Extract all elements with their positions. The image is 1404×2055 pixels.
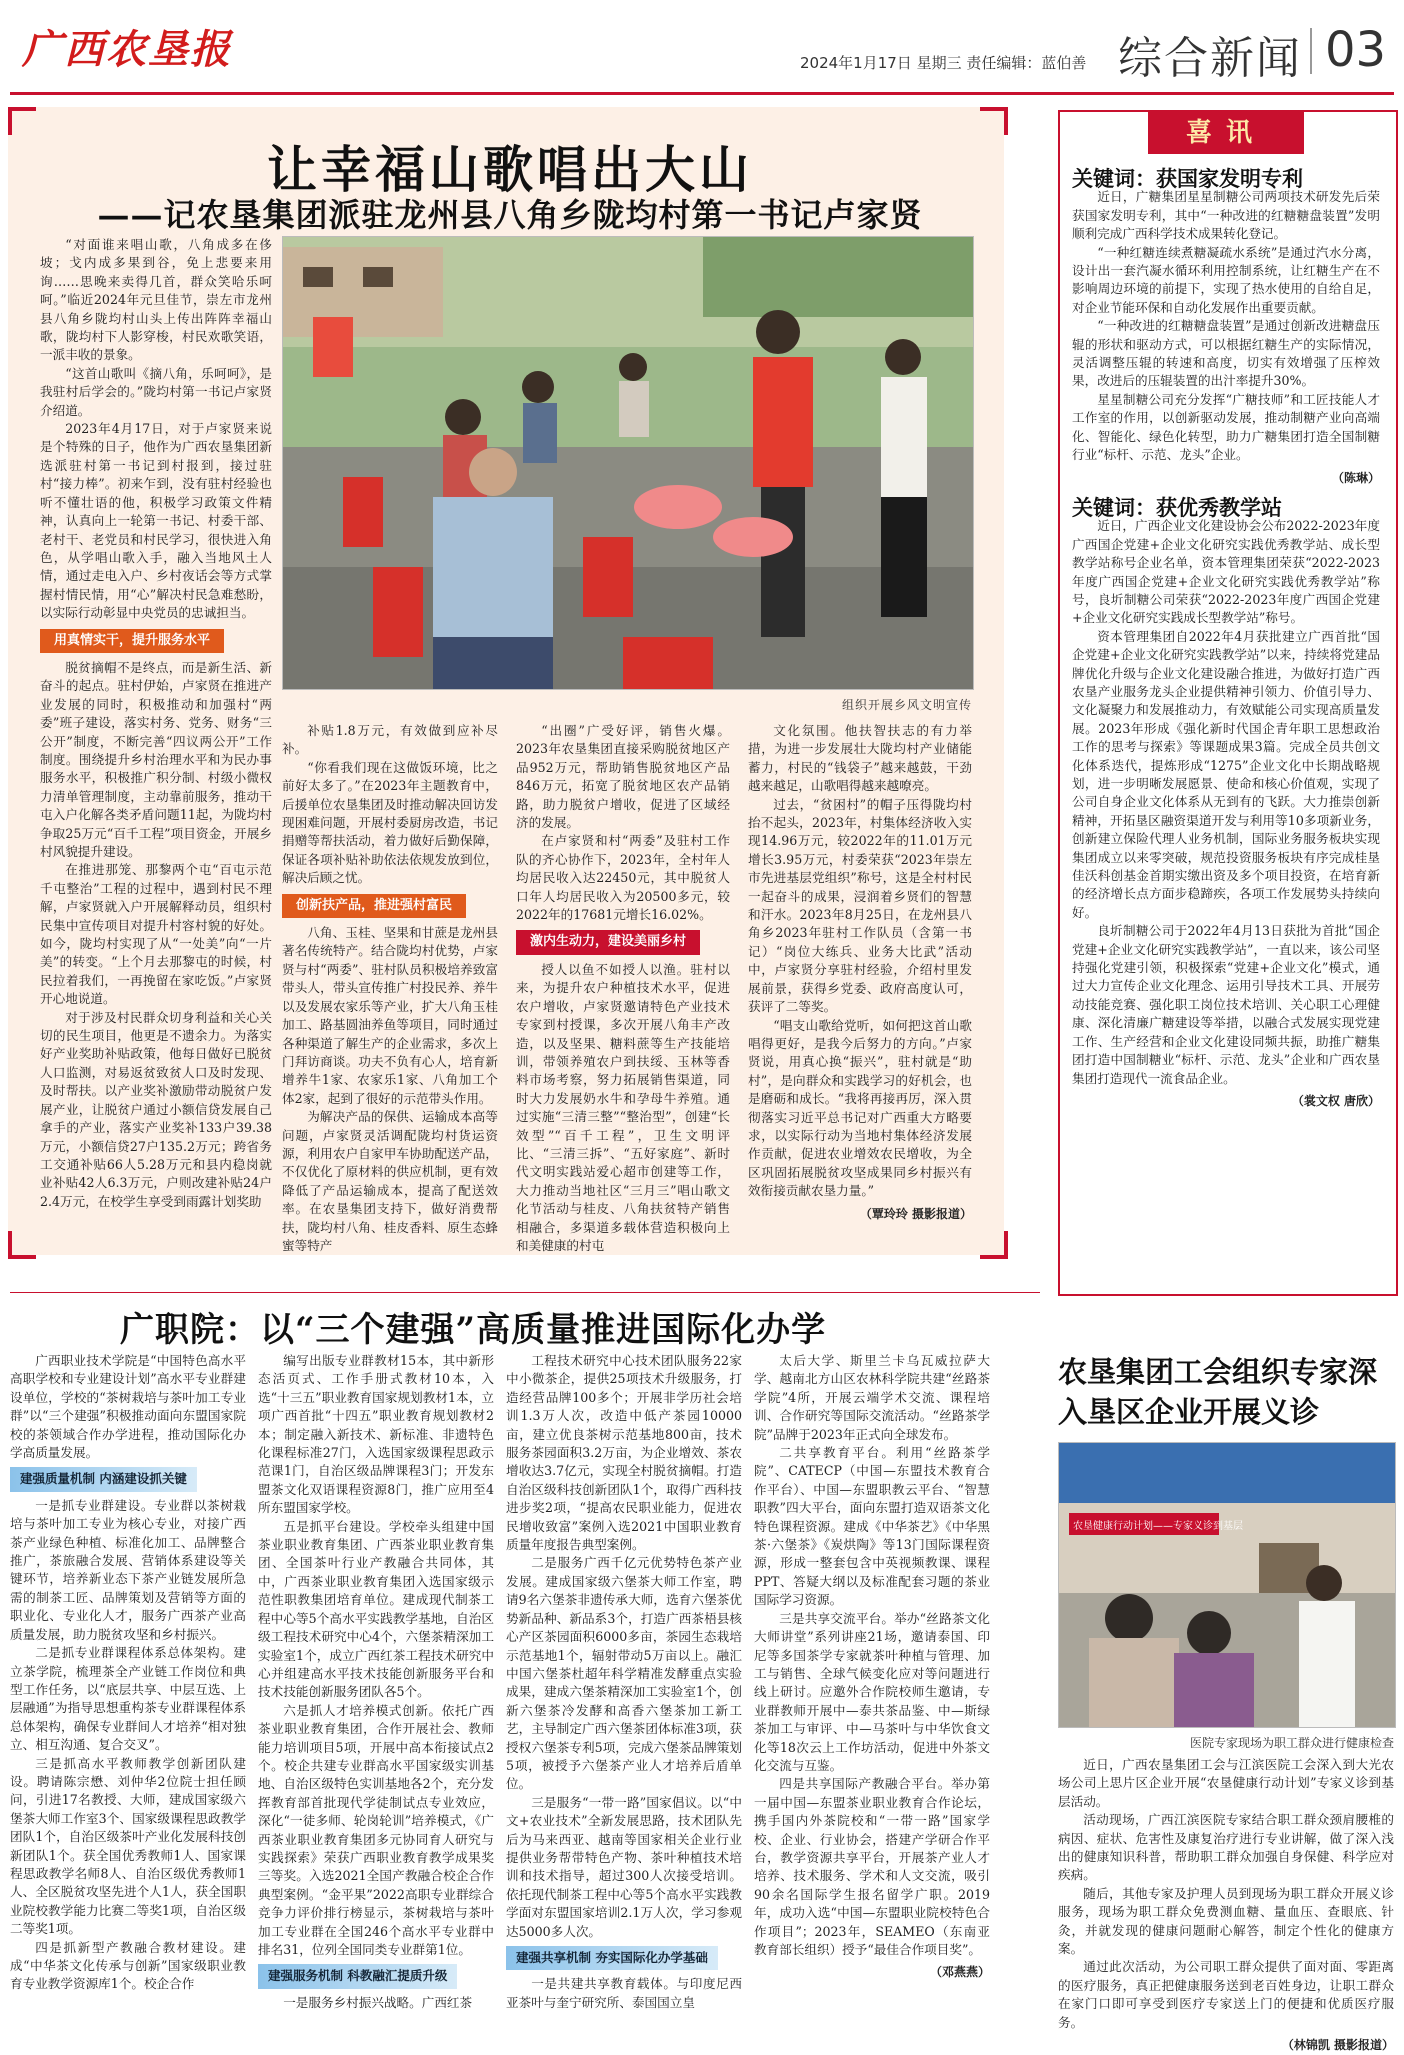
paragraph: 六是抓人才培养模式创新。依托广西茶业职业教育集团，合作开展社会、教师能力培训项目5项，开展中高本衔接试点2个。校企共建专业群高水平国家级实训基地、自治区级特色实训基地各2个，充分发挥教育部首批现代学徒制试点专业效应，深化“一徒多师、轮岗轮训”培养模式，《广西茶业职业教育集团多元协同育人研究与实践探索》荣获广西职业教育教学成果奖三等奖。入选2021全国产教融合校企合作典型案例。“金平果”2022高职专业群综合竞争力评价排行榜显示，茶树栽培与茶叶加工专业群在全国246个高水平专业群中排名31，位列全国同类专业群第1位。 — [258, 1702, 494, 1957]
gz-column-4 — [754, 1352, 990, 2014]
free-clinic-illustration — [1059, 1443, 1395, 1727]
union-clinic-photo — [1058, 1442, 1396, 1728]
paragraph: “一种红糖连续煮糖凝疏水系统”是通过汽水分离，设计出一套汽凝水循环利用控制系统，让红糖生产在不影响周边环境的前提下，实现了热水使用的自给自足，对企业节能环保和自动化发展作出重要贡献。 — [1072, 244, 1380, 315]
paragraph: 对于涉及村民群众切身利益和关心关切的民生项目，他更是不遗余力。为落实好产业奖助补贴政策，他每日做好已脱贫人口监测，对易返贫致贫人口及时发现、及时帮扶。以产业奖补激励带动脱贫户发展产业，让脱贫户通过小额信贷发展自己拿手的产业，落实产业奖补133户39.38万元，小额信贷27户135.2万元；跨省务工交通补贴66人5.28万元和县内稳岗就业补贴42人6.3万元，户则改建补贴24户2.4万元，在校学生享受到雨露计划奖助 — [40, 1009, 272, 1209]
union-clinic-headline: 农垦集团工会组织专家深入垦区企业开展义诊 — [1058, 1355, 1378, 1429]
paragraph: 2023年4月17日，对于卢家贤来说是个特殊的日子，他作为广西农垦集团新选派驻村第一书记到村报到，接过驻村“接力棒”。初来乍到，没有驻村经验也听不懂壮语的他，积极学习政策文件精神，认真向上一轮第一书记、村委干部、老村干、老党员和村民学习，很快进入角色，从学唱山歌入手，融入当地风土人情，通过走电入户、乡村夜话会等方式掌握村情民情，用“心”解决村民急难愁盼，以实际行动彰显中央党员的忠诚担当。 — [40, 421, 272, 621]
paragraph: 通过此次活动，为公司职工群众提供了面对面、零距离的医疗服务，真正把健康服务送到老百姓身边，让职工群众在家门口即可享受到医疗专家送上门的便捷和优质医疗服务。 — [1058, 1959, 1394, 2030]
gz-headline: 广职院：以“三个建强”高质量推进国际化办学 — [120, 1310, 827, 1350]
paragraph: “一种改进的红糖糖盘装置”是通过创新改进糖盘压辊的形状和驱动方式，可以根据红糖生产的实际情况，灵活调整压辊的转速和高度，切实有效增强了压榨效果，改进后的压辊装置的出汁率提升30%。 — [1072, 318, 1380, 389]
paragraph: 一是服务乡村振兴战略。广西红茶 — [283, 1994, 473, 2010]
paragraph: 在卢家贤和村“两委”及驻村工作队的齐心协作下，2023年，全村年人均居民收入达22450元，其中脱贫人口年人均居民收入为20500多元，较2022年的17681元增长16.02%。 — [516, 833, 730, 923]
good-news-heading-1: 关键词：获国家发明专利 — [1072, 166, 1303, 191]
paragraph: 二共享教育平台。利用“丝路茶学院”、CATECP（中国—东盟技术教育合作平台）、中国—东盟职教云平台、“智慧职教”四大平台，面向东盟打造双语茶文化特色课程资源。建成《中华茶艺》《中华黑茶·六堡茶》《炭烘陶》等13门国际课程资源，形成一整套包含中英视频教课、课程PPT、答疑大纲以及标准配套习题的茶业国际学习资源。 — [754, 1445, 990, 1608]
section-rule — [10, 1292, 1040, 1293]
paragraph: 在推进那笼、那黎两个屯“百屯示范千屯整治”工程的过程中，遇到村民不理解，卢家贤就入户开展解释动员，组织村民集中宣传项目对提升村容村貌的好处。如今，陇均村实现了从“一处美”向“一片美”的转变。“上个月去那黎屯的时候，村民拉着我们，一再挽留在家吃饭。”卢家贤开心地说道。 — [40, 862, 272, 1007]
paragraph: “这首山歌叫《摘八角，乐呵呵》，是我驻村后学会的。”陇均村第一书记卢家贤介绍道。 — [40, 365, 272, 418]
paragraph: 一是抓专业群建设。专业群以茶树栽培与茶叶加工专业为核心专业，对接广西茶产业绿色种植、标准化加工、品牌整合推广，茶旅融合发展、营销体系建设等关键环节，培养新业态下茶产业链发展所急需的制茶工匠、品牌策划及营销等方面的职业化、专业化人才，服务广西茶产业高质量发展，助力脱贫攻坚和乡村振兴。 — [10, 1497, 246, 1642]
paragraph: 二是抓专业群课程体系总体架构。建立茶学院，梳理茶全产业链工作岗位和典型工作任务，以“底层共享、中层互选、上层融通”为指导思想重构茶专业群课程体系总体架构，确保专业群间人才培养“相对独立、相互沟通、复合交叉”。 — [10, 1645, 246, 1753]
feature-photo-caption: 组织开展乡风文明宣传 — [841, 698, 972, 712]
paragraph: 广西职业技术学院是“中国特色高水平高职学校和专业建设计划”高水平专业群建设单位，学校的“茶树栽培与茶叶加工专业群”以“三个建强”积极推动面向东盟国家院校的茶领域合作办学进程，推动国际化办学高质量发展。 — [10, 1353, 246, 1461]
good-news-byline-1: （陈琳） — [1331, 470, 1380, 485]
paragraph: 三是抓高水平教师教学创新团队建设。聘请陈宗懋、刘仲华2位院士担任顾问，引进17名教授、大师，建成国家级六堡茶大师工作室3个、国家级课程思政教学团队1个，自治区级茶叶产业化发展科技创新团队1个。获全国优秀教师1人、国家课程思政教学名师8人、自治区级优秀教师1人、全区脱贫攻坚先进个人1人，获全国职业院校教学能力比赛二等奖1项，自治区级二等奖1项。 — [10, 1755, 246, 1937]
paragraph: 一是共建共享教育载体。与印度尼西亚茶叶与奎宁研究所、泰国国立皇 — [506, 1976, 742, 2010]
union-clinic-body — [1058, 1756, 1394, 2053]
gz-subheading-2: 建强服务机制 科教融汇提质升级 — [258, 1964, 457, 1988]
section-title: 综合新闻 — [1118, 33, 1302, 84]
village-meeting-illustration — [283, 237, 973, 689]
paragraph: 文化氛围。他扶智扶志的有力举措，为进一步发展壮大陇均村产业储能蓄力，村民的“钱袋子”越来越鼓，干劲越来越足，山歌唱得越来越嘹亮。 — [748, 723, 972, 794]
gz-column-3 — [506, 1352, 742, 2014]
feature-subheading-1: 用真情实干，提升服务水平 — [40, 629, 224, 653]
feature-subheading-3: 激内生动力，建设美丽乡村 — [516, 930, 700, 954]
paragraph: 四是抓新型产教融合教材建设。建成“中华茶文化传承与创新”国家级职业教育专业教学资源库1个。校企合作 — [10, 1939, 246, 1992]
feature-subheading-2: 创新扶产品，推进强村富民 — [282, 894, 466, 918]
paragraph: 补贴1.8万元，有效做到应补尽补。 — [282, 723, 498, 757]
paragraph: 编写出版专业群教材15本，其中新形态活页式、工作手册式教材10本，入选“十三五”职业教育国家规划教材1本，立项广西首批“十四五”职业教育规划教材2本；制定融入新技术、新标准、非遗特色化课程标准27门，入选国家级课程思政示范课1门，自治区级品牌课程3门；开发东盟茶文化双语课程资源8门，推广应用至4所东盟国家学校。 — [258, 1353, 494, 1516]
paragraph: 资本管理集团自2022年4月获批建立广西首批“国企党建+企业文化研究实践教学站”以来，持续将党建品牌优化升级与企业文化建设融合推进，为做好打造广西农垦产业服务龙头企业提供精神引领力、价值引导力、文化凝聚力和发展推动力，有效赋能公司实现高质量发展。2023年形成《强化新时代国企青年职工思想政治工作的思考与探索》等课题成果3篇。完成全员共创文化体系迭代，提炼形成“1275”企业文化中长期战略规划，进一步明晰发展愿景、使命和核心价值观，实现了公司自身企业文化体系从无到有的飞跃。大力推崇创新精神，开拓垦区融资渠道开发与利用等10多项新业务，创新建立保险代理人业务机制，国际业务服务板块实现集团成立以来零突破，规范投资服务板块有序完成桂垦佳沃科创基金首期实缴出资及多个项目投资，在培育新的经济增长点方面步稳蹄疾，各项工作发展势头持续向好。 — [1072, 628, 1380, 920]
paragraph: 星星制糖公司充分发挥“广糖技师”和工匠技能人才工作室的作用，以创新驱动发展，推动制糖产业向高端化、智能化、绿色化转型，助力广糖集团打造全国制糖行业“标杆、示范、龙头”企业。 — [1072, 391, 1380, 463]
paragraph: 二是服务广西千亿元优势特色茶产业发展。建成国家级六堡茶大师工作室，聘请9名六堡茶非遗传承大师，选育六堡茶优势新品种、新品系3个，打造广西茶梧县核心产区茶园面积6000多亩，茶园生态栽培示范基地1个，辐射带动5万亩以上。融汇中国六堡茶杜超年科学精准发酵重点实验成果，建成六堡茶精深加工实验室1个，创新六堡茶冷发酵和高香六堡茶加工新工艺，主导制定广西六堡茶团体标准3项，获授权六堡茶专利5项，完成六堡茶品牌策划5项，被授予六堡茶产业人才培养后盾单位。 — [506, 1555, 742, 1792]
paragraph: 随后，其他专家及护理人员到现场为职工群众开展义诊服务，现场为职工群众免费测血糖、量血压、查眼底、针灸，并就发现的健康问题耐心解答，制定个性化的健康方案。 — [1058, 1885, 1394, 1957]
good-news-badge: 喜讯 — [1148, 112, 1304, 154]
feature-byline: （覃玲玲 摄影报道） — [859, 1206, 972, 1221]
paragraph: 工程技术研究中心技术团队服务22家中小微茶企，提供25项技术升级服务，打造经营品牌100多个；开展非学历社会培训1.3万人次，改造中低产茶园10000亩，建立优良茶树示范基地800亩，技术服务茶园面积3.2万亩，为企业增效、茶农增收达3.7亿元，实现全村脱贫摘帽。打造自治区级科技创新团队1个，取得广西科技进步奖2项，“提高农民职业能力，促进农民增收致富”案例入选2021中国职业教育质量年度报告典型案例。 — [506, 1353, 742, 1553]
good-news-byline-2: （裳文权 唐欣） — [1291, 1093, 1380, 1108]
gz-subheading-3: 建强共享机制 夯实国际化办学基础 — [506, 1946, 718, 1970]
clinic-banner-text: 农垦健康行动计划——专家义诊到基层 — [1073, 1521, 1243, 1532]
paragraph: “你看我们现在这做饭环境，比之前好太多了。”在2023年主题教育中，后援单位农垦集团及时推动解决回访发现困难问题，开展村委厨房改造，书记捐赠等帮扶活动，着力做好后勤保障，保证各项补贴补助依法依规发放到位，解决后顾之忧。 — [282, 759, 498, 886]
gz-column-1 — [10, 1352, 246, 2014]
gz-subheading-1: 建强质量机制 内涵建设抓关键 — [10, 1467, 197, 1491]
paragraph: 太后大学、斯里兰卡乌瓦威拉萨大学、越南北方山区农林科学院共建“丝路茶学院”4所，开展云端学术交流、课程培训、合作研究等国际交流活动。“丝路茶学院”品牌于2023年正式向全球发布。 — [754, 1353, 990, 1442]
feature-column-1 — [40, 236, 272, 1242]
paragraph: 四是共享国际产教融合平台。举办第一届中国—东盟茶业职业教育合作论坛，携手国内外茶院校和“一带一路”国家学校、企业、行业协会，搭建产学研合作平台，教学资源共享平台，开展茶产业人才培养、技术服务、学术和人文交流，吸引90余名国际学生报名留学广职。2019年，成功入选“中国—东盟职业院校特色合作项目”；2023年，SEAMEO（东南亚教育部长组织）授予“最佳合作项目奖”。 — [754, 1776, 990, 1957]
paragraph: 三是服务“一带一路”国家倡议。以“中文+农业技术”全新发展思路，技术团队先后为马来西亚、越南等国家相关企业行业提供业务帮带特色产物、茶叶种植技术培训和技术指导，超过300人次接受培训。依托现代制茶工程中心等5个高水平实践教学面对东盟国家培训2.1万人次，学习参观达5000多人次。 — [506, 1794, 742, 1939]
paragraph: 活动现场，广西江滨医院专家结合职工群众颈肩腰椎的病因、症状、危害性及康复治疗进行专业讲解，做了深入浅出的健康知识科普，帮助职工群众加强自身保健、科学应对疾病。 — [1058, 1812, 1394, 1883]
paragraph: 良圻制糖公司于2022年4月13日获批为首批“国企党建+企业文化研究实践教学站”，一直以来，该公司坚持强化党建引领，积极探索“党建+企业文化”模式，通过大力宣传企业文化理念、运用引导技术工具、开展劳动技能竞赛、强化职工岗位技术培训、关心职工心理健康、深化清廉广糖建设等举措，以融合式发展实现党建工作、生产经营和企业文化建设同频共振，助推广糖集团打造中国制糖业“标杆、示范、龙头”企业和广西农垦集团打造现代一流食品企业。 — [1072, 923, 1380, 1086]
frame-corner — [8, 1231, 36, 1259]
paragraph: 五是抓平台建设。学校牵头组建中国茶业职业教育集团、广西茶业职业教育集团、全国茶叶行业产教融合共同体，其中，广西茶业职业教育集团入选国家级示范性职教集团培育单位。建成现代制茶工程中心等5个高水平实践教学基地，自治区级工程技术研究中心4个，六堡茶精深加工实验室1个，成立广西红茶工程技术研究中心并组建高水平技术技能创新服务平台和技术技能创新服务团队各5个。 — [258, 1518, 494, 1700]
feature-headline: 让幸福山歌唱出大山 — [267, 140, 753, 199]
feature-column-2 — [282, 722, 498, 1253]
feature-column-4 — [748, 722, 972, 1242]
paragraph: 三是共享交流平台。举办“丝路茶文化大师讲堂”系列讲座21场，邀请泰国、印尼等多国茶学专家就茶叶种植与管理、加工与销售、全球气候变化应对等问题进行线上研讨。应邀外合作院校师生邀请，专业群教师开展中—泰共茶品鉴、中—斯绿茶加工与审评、中—马茶叶与中华饮食文化等18次云上工作坊活动，促进中外茶文化交流与互鉴。 — [754, 1610, 990, 1773]
feature-photo — [282, 236, 974, 690]
paragraph: “唱支山歌给党听，如何把这首山歌唱得更好，是我今后努力的方向。”卢家贤说，用真心换“振兴”，驻村就是“助村”，是向群众和实践学习的好机会，也是磨砺和成长。“我将再接再厉，深入贯彻落实习近平总书记对广西重大方略要求，以实际行动为当地村集体经济发展作贡献，促进农业增效农民增收，为全区巩固拓展脱贫攻坚成果同乡村振兴有效衔接贡献农垦力量。” — [748, 1017, 972, 1199]
feature-subheadline: ——记农垦集团派驻龙州县八角乡陇均村第一书记卢家贤 — [97, 196, 923, 234]
union-clinic-caption: 医院专家现场为职工群众进行健康检查 — [1189, 1736, 1394, 1750]
union-clinic-byline: （林锦凯 摄影报道） — [1281, 2038, 1394, 2053]
gz-column-2 — [258, 1352, 494, 2014]
good-news-heading-2: 关键词：获优秀教学站 — [1072, 494, 1282, 520]
paragraph: 近日，广糖集团星星制糖公司两项技术研发先后荣获国家发明专利，其中“一种改进的红糖糖盘装置”发明顺利完成广西科学技术成果转化登记。 — [1072, 189, 1380, 242]
page-number: 03 — [1325, 22, 1387, 78]
paragraph: 八角、玉桂、坚果和甘蔗是龙州县著名传统特产。结合陇均村优势，卢家贤与村“两委”、驻村队员积极培养致富带头人，带头宣传推广村投民养、养牛以及发展农家乐等产业，扩大八角玉桂加工、路基圆油养鱼等项目，同时通过各种渠道了解生产的企业需求，多次上门拜访商谈。功夫不负有心人，培育新增养牛1家、农家乐1家、八角加工个体2家，起到了很好的示范带头作用。 — [282, 925, 498, 1106]
issue-date-line: 2024年1月17日 星期三 责任编辑：蓝伯善 — [800, 54, 1087, 72]
masthead-rule — [10, 92, 1394, 95]
paragraph: 脱贫摘帽不是终点，而是新生活、新奋斗的起点。驻村伊始，卢家贤在推进产业发展的同时，积极推动和加强村“两委”班子建设，落实村务、党务、财务“三公开”制度，不断完善“四议两公开”工作制度。围绕提升乡村治理水平和为民办事服务水平，积极推广积分制、村级小微权力清单管理制度，主动靠前服务，推动干屯入户化解各类矛盾问题11起，为陇均村争取25万元“百千工程”项目资金，开展乡村风貌提升建设。 — [40, 659, 272, 859]
gz-byline: （邓燕燕） — [929, 1965, 990, 1980]
paragraph: 近日，广西农垦集团工会与江滨医院工会深入到大光农场公司上思片区企业开展“农垦健康行动计划”专家义诊到基层活动。 — [1058, 1757, 1394, 1809]
paragraph: “出圈”广受好评，销售火爆。2023年农垦集团直接采购脱贫地区产品952万元，帮助销售脱贫地区产品846万元，拓宽了脱贫地区农产品销路，助力脱贫户增收，促进了区域经济的发展。 — [516, 723, 730, 831]
paragraph: 授人以鱼不如授人以渔。驻村以来，为提升农户种植技术水平，促进农户增收，卢家贤邀请特色产业技术专家到村授课，多次开展八角丰产改造，以及坚果、糖料蔗等生产技能培训，带领养殖农户到扶绥、玉林等香料市场考察，努力拓展销售渠道，同时大力发展奶水牛和孕母牛养殖。通过实施“三清三整”“整治型”，创建“长效型”“百千工程”，卫生文明评比、“三清三拆”、“五好家庭”、新时代文明实践站爱心超市创建等工作，大力推动当地社区“三月三”唱山歌文化节活动与桂皮、八角扶贫特产销售相融合，多渠道多载体营造积极向上和美健康的村屯 — [516, 961, 730, 1253]
paragraph: 为解决产品的保供、运输成本高等问题，卢家贤灵活调配陇均村货运资源，利用农户自家甲车协助配送产品，不仅优化了原材料的供应机制，更有效降低了产品运输成本，提高了配送效率。在农垦集团支持下，做好消费帮扶，陇均村八角、桂皮香料、原生态蜂蜜等特产 — [282, 1109, 498, 1253]
paragraph: 近日，广西企业文化建设协会公布2022-2023年度广西国企党建+企业文化研究实践优秀教学站、成长型教学站称号企业名单，资本管理集团荣获“2022-2023年度广西国企党建+企业文化研究实践优秀教学站”称号，良圻制糖公司荣获“2022-2023年度广西国企党建+企业文化研究实践成长型教学站”称号。 — [1072, 518, 1380, 626]
paragraph: “对面谁来唱山歌，八角成多在侈坡；戈内成多果到谷，免上悲要来用询……思晚来卖得几首，群众笑哈乐呵呵。”临近2024年元旦佳节，崇左市龙州县八角乡陇均村山头上传出阵阵幸福山歌，陇均村下人影穿梭，村民欢歌笑语，一派丰收的景象。 — [40, 237, 272, 363]
frame-corner — [980, 1231, 1008, 1259]
paragraph: 过去，“贫困村”的帽子压得陇均村抬不起头，2023年，村集体经济收入实现14.96万元，较2022年的11.01万元增长3.95万元，村委荣获“2023年崇左市先进基层党组织”称号，这是全村村民一起奋斗的成果，浸润着乡贤们的智慧和汗水。2023年8月25日，在龙州县八角乡2023年驻村工作队员（含第一书记）“岗位大练兵、业务大比武”活动中，卢家贤分享驻村经验，介绍村里发展前景，获得乡党委、政府高度认可，获评了二等奖。 — [748, 796, 972, 1015]
good-news-content — [1072, 166, 1380, 1280]
newspaper-logo: 广西农垦报 — [22, 26, 232, 73]
header-divider — [1310, 28, 1312, 74]
feature-column-3 — [516, 722, 730, 1253]
